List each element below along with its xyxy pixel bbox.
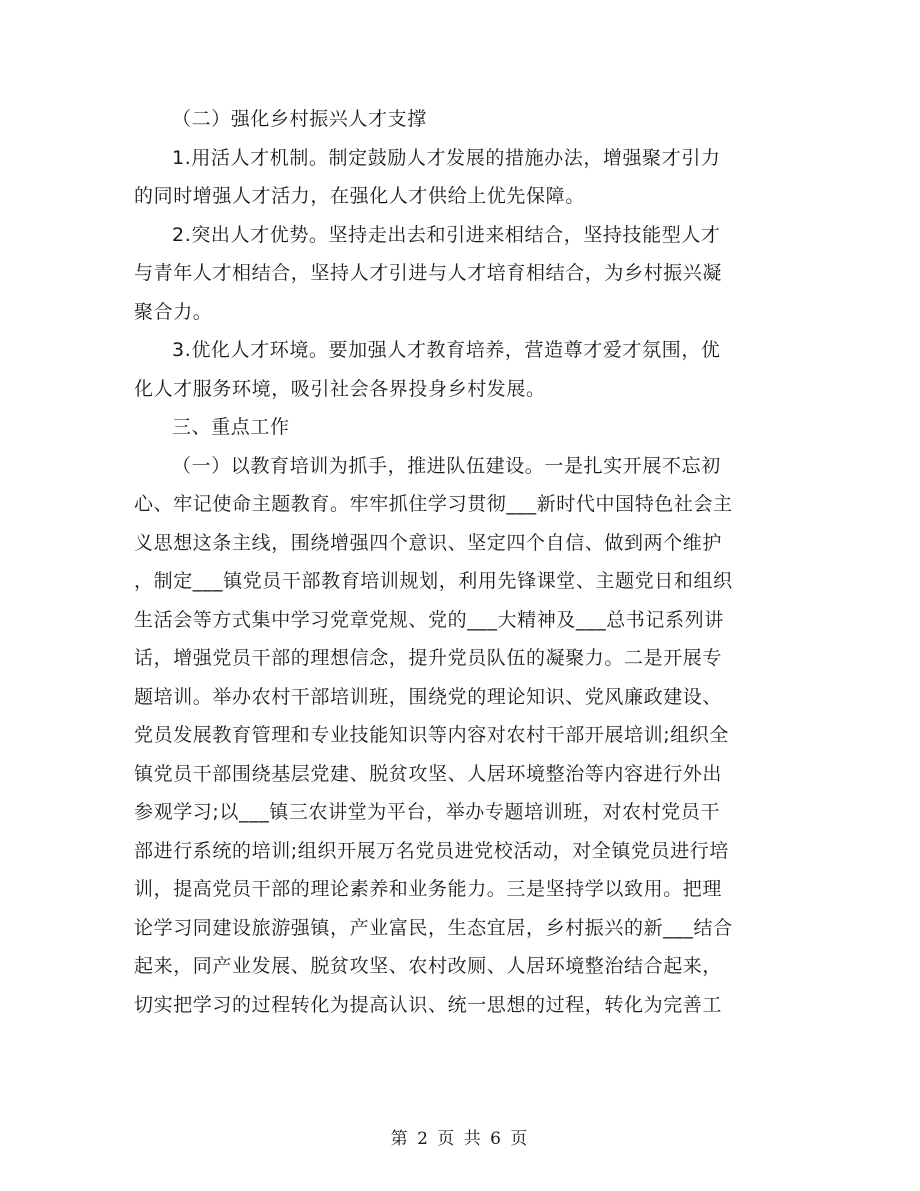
paragraph-line: 的同时增强人才活力，在强化人才供给上优先保障。 xyxy=(134,185,585,207)
paragraph-line: 化人才服务环境，吸引社会各界投身乡村发展。 xyxy=(134,377,546,400)
paragraph-line: 聚合力。 xyxy=(134,300,213,323)
paragraph-line: 话，增强党员干部的理想信念，提升党员队伍的凝聚力。二是开展专 xyxy=(134,647,723,669)
paragraph-line: 党员发展教育管理和专业技能知识等内容对农村干部开展培训;组织全 xyxy=(134,724,730,746)
paragraph-line: 部进行系统的培训;组织开展万名党员进党校活动，对全镇党员进行培 xyxy=(134,839,730,862)
section-heading: 三、重点工作 xyxy=(172,416,290,438)
section-heading: （二）强化乡村振兴人才支撑 xyxy=(172,108,427,130)
paragraph-line: 训，提高党员干部的理论素养和业务能力。三是坚持学以致用。把理 xyxy=(134,878,723,900)
paragraph-line: 题培训。举办农村干部培训班，围绕党的理论知识、党风廉政建设、 xyxy=(134,685,723,708)
paragraph-line: 生活会等方式集中学习党章党规、党的___大精神及___总书记系列讲 xyxy=(134,608,724,631)
page-footer: 第 2 页 共 6 页 xyxy=(390,1129,530,1149)
paragraph-line: 镇党员干部围绕基层党建、脱贫攻坚、人居环境整治等内容进行外出 xyxy=(134,762,723,785)
paragraph-line: 2.突出人才优势。坚持走出去和引进来相结合，坚持技能型人才 xyxy=(172,223,721,246)
paragraph-line: ，制定___镇党员干部教育培训规划，利用先锋课堂、主题党日和组织 xyxy=(134,570,733,592)
paragraph-line: 论学习同建设旅游强镇，产业富民，生态宜居，乡村振兴的新___结合 xyxy=(134,916,733,939)
paragraph-line: 与青年人才相结合，坚持人才引进与人才培育相结合，为乡村振兴凝 xyxy=(134,262,723,284)
paragraph-line: 义思想这条主线，围绕增强四个意识、坚定四个自信、做到两个维护 xyxy=(134,531,723,554)
paragraph-line: 1.用活人才机制。制定鼓励人才发展的措施办法，增强聚才引力 xyxy=(172,146,721,169)
paragraph-line: 参观学习;以___镇三农讲堂为平台，举办专题培训班，对农村党员干 xyxy=(134,801,721,823)
paragraph-line: （一）以教育培训为抓手，推进队伍建设。一是扎实开展不忘初 xyxy=(172,454,721,477)
paragraph-line: 心、牢记使命主题教育。牢牢抓住学习贯彻___新时代中国特色社会主 xyxy=(134,493,733,515)
document-body xyxy=(134,100,784,1024)
paragraph-line: 3.优化人才环境。要加强人才教育培养，营造尊才爱才氛围，优 xyxy=(172,339,721,361)
paragraph-line: 起来，同产业发展、脱贫攻坚、农村改厕、人居环境整治结合起来， xyxy=(134,955,723,977)
paragraph-line: 切实把学习的过程转化为提高认识、统一思想的过程，转化为完善工 xyxy=(134,993,723,1016)
